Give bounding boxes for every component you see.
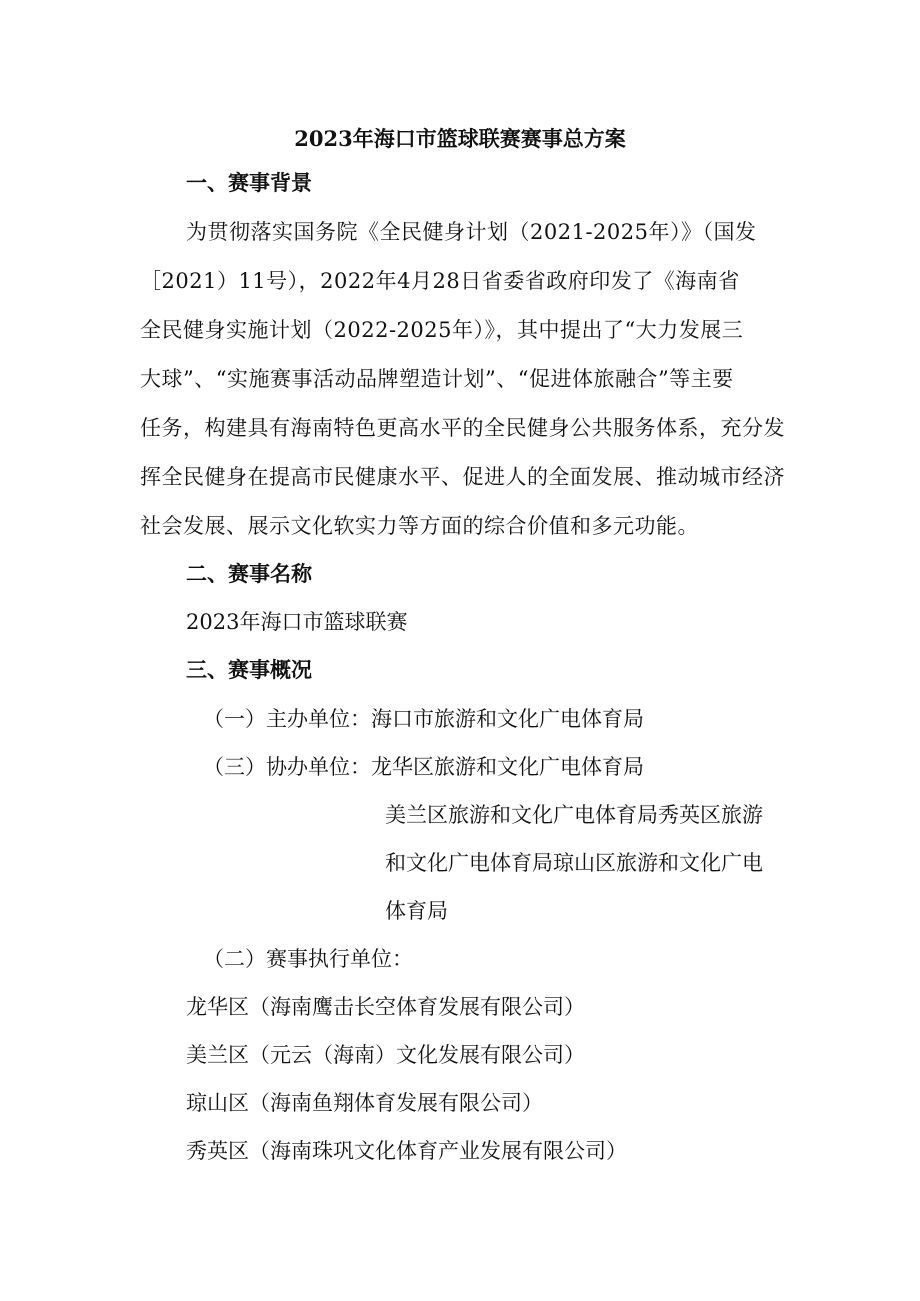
paragraph-line-6: 挥全民健身在提高市民健康水平、促进人的全面发展、推动城市经济 xyxy=(140,465,785,489)
co-organizer-continuation-3: 体育局 xyxy=(385,899,448,923)
paragraph-line-5: 任务，构建具有海南特色更高水平的全民健身公共服务体系，充分发 xyxy=(140,416,785,440)
event-name: 2023年海口市篮球联赛 xyxy=(186,610,408,634)
organizer-line: （一）主办单位：海口市旅游和文化广电体育局 xyxy=(203,707,644,731)
co-organizer-continuation-2: 和文化广电体育局琼山区旅游和文化广电 xyxy=(385,851,763,875)
co-organizer-continuation-1: 美兰区旅游和文化广电体育局秀英区旅游 xyxy=(385,803,763,827)
paragraph-line-1: 为贯彻落实国务院《全民健身计划（2021-2025年）》（国发 xyxy=(186,220,757,244)
section-heading-overview: 三、赛事概况 xyxy=(186,658,312,682)
executor-item-qiongshan: 琼山区（海南鱼翔体育发展有限公司） xyxy=(186,1091,543,1115)
executor-item-meilan: 美兰区（元云（海南）文化发展有限公司） xyxy=(186,1043,585,1067)
executor-item-xiuying: 秀英区（海南珠巩文化体育产业发展有限公司） xyxy=(186,1139,627,1163)
paragraph-line-2: ［2021）11号），2022年4月28日省委省政府印发了《海南省 xyxy=(140,269,740,293)
section-heading-name: 二、赛事名称 xyxy=(186,562,312,586)
executor-label: （二）赛事执行单位： xyxy=(203,947,413,971)
document-title: 2023年海口市篮球联赛赛事总方案 xyxy=(294,126,626,151)
co-organizer-line: （三）协办单位：龙华区旅游和文化广电体育局 xyxy=(203,755,644,779)
section-heading-background: 一、赛事背景 xyxy=(186,171,312,195)
paragraph-line-3: 全民健身实施计划（2022-2025年）》，其中提出了“大力发展三 xyxy=(140,318,744,342)
paragraph-line-7: 社会发展、展示文化软实力等方面的综合价值和多元功能。 xyxy=(140,514,699,538)
executor-item-longhua: 龙华区（海南鹰击长空体育发展有限公司） xyxy=(186,995,585,1019)
paragraph-line-4: 大球”、“实施赛事活动品牌塑造计划”、“促进体旅融合”等主要 xyxy=(140,367,734,391)
